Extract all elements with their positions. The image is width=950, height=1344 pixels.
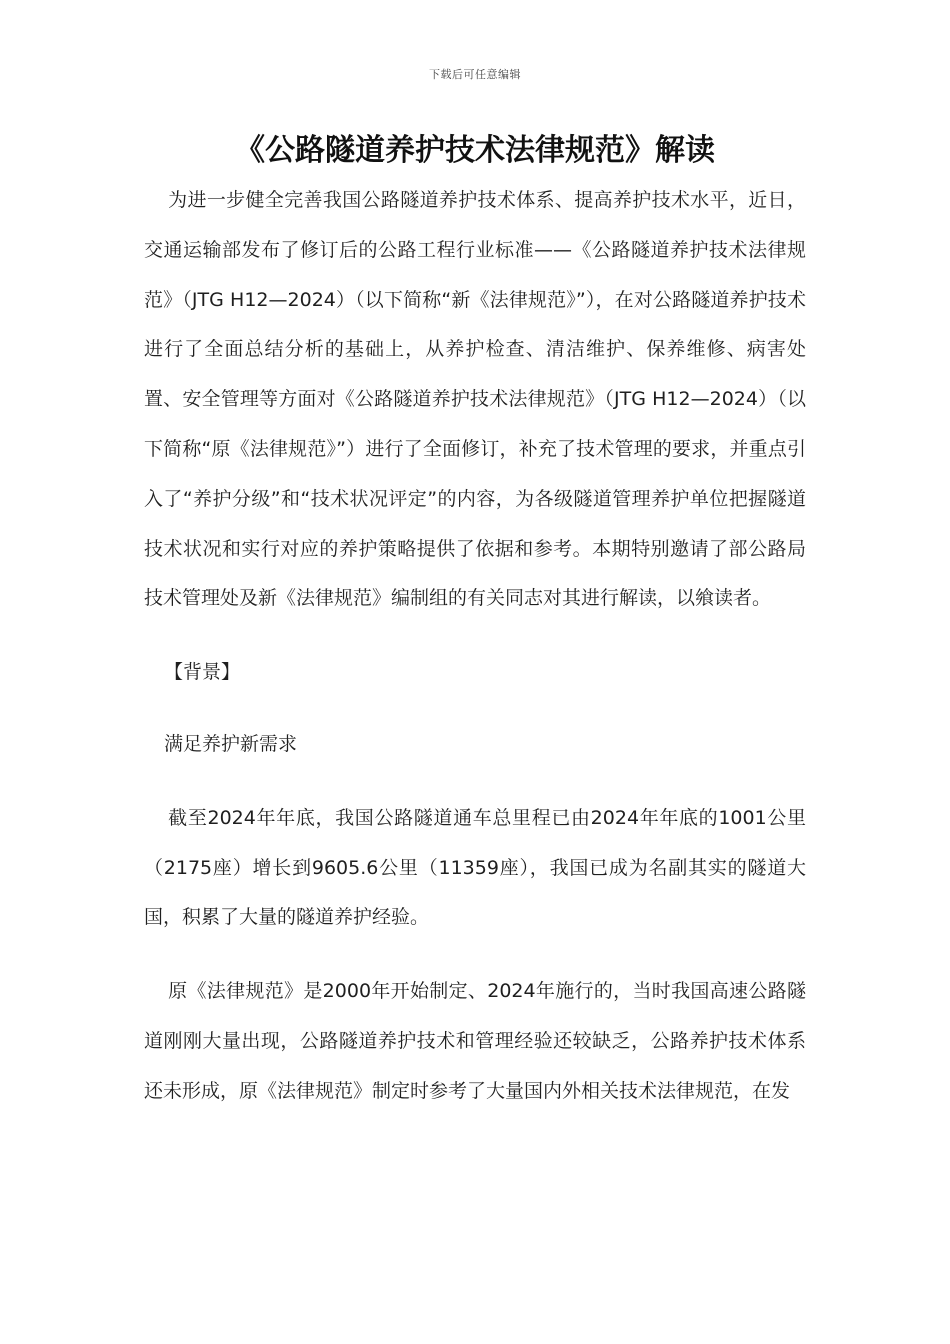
body-paragraph: 截至2024年年底，我国公路隧道通车总里程已由2024年年底的1001公里（2175座）增长到9605.6公里（11359座），我国已成为名副其实的隧道大国，积累了大量的隧道养护经验。 — [144, 806, 806, 929]
spacer — [144, 943, 806, 967]
document-body — [144, 176, 806, 1117]
subsection-heading: 满足养护新需求 — [164, 732, 298, 755]
intro-paragraph: 为进一步健全完善我国公路隧道养护技术体系、提高养护技术水平，近日，交通运输部发布了修订后的公路工程行业标准——《公路隧道养护技术法律规范》（JTG H12—2024）（以下简称“新《法律规范》”），在对公路隧道养护技术进行了全面总结分析的基础上，从养护检查、清洁维护、保养维修、病害处置、安全管理等方面对《公路隧道养护技术法律规范》（JTG H12—2024）（以下简称“原《法律规范》”）进行了全面修订，补充了技术管理的要求，并重点引入了“养护分级”和“技术状况评定”的内容，为各级隧道管理养护单位把握隧道技术状况和实行对应的养护策略提供了依据和参考。本期特别邀请了部公路局技术管理处及新《法律规范》编制组的有关同志对其进行解读，以飨读者。 — [144, 189, 806, 610]
header-note: 下载后可任意编辑 — [429, 68, 521, 81]
spacer — [144, 698, 806, 720]
document-title: 《公路隧道养护技术法律规范》解读 — [235, 133, 715, 168]
section-heading-background: 【背景】 — [164, 661, 241, 684]
spacer — [144, 770, 806, 794]
body-paragraph: 原《法律规范》是2000年开始制定、2024年施行的，当时我国高速公路隧道刚刚大量出现，公路隧道养护技术和管理经验还较缺乏，公路养护技术体系还未形成，原《法律规范》制定时参考了大量国内外相关技术法律规范，在发 — [144, 980, 806, 1102]
spacer — [144, 624, 806, 648]
